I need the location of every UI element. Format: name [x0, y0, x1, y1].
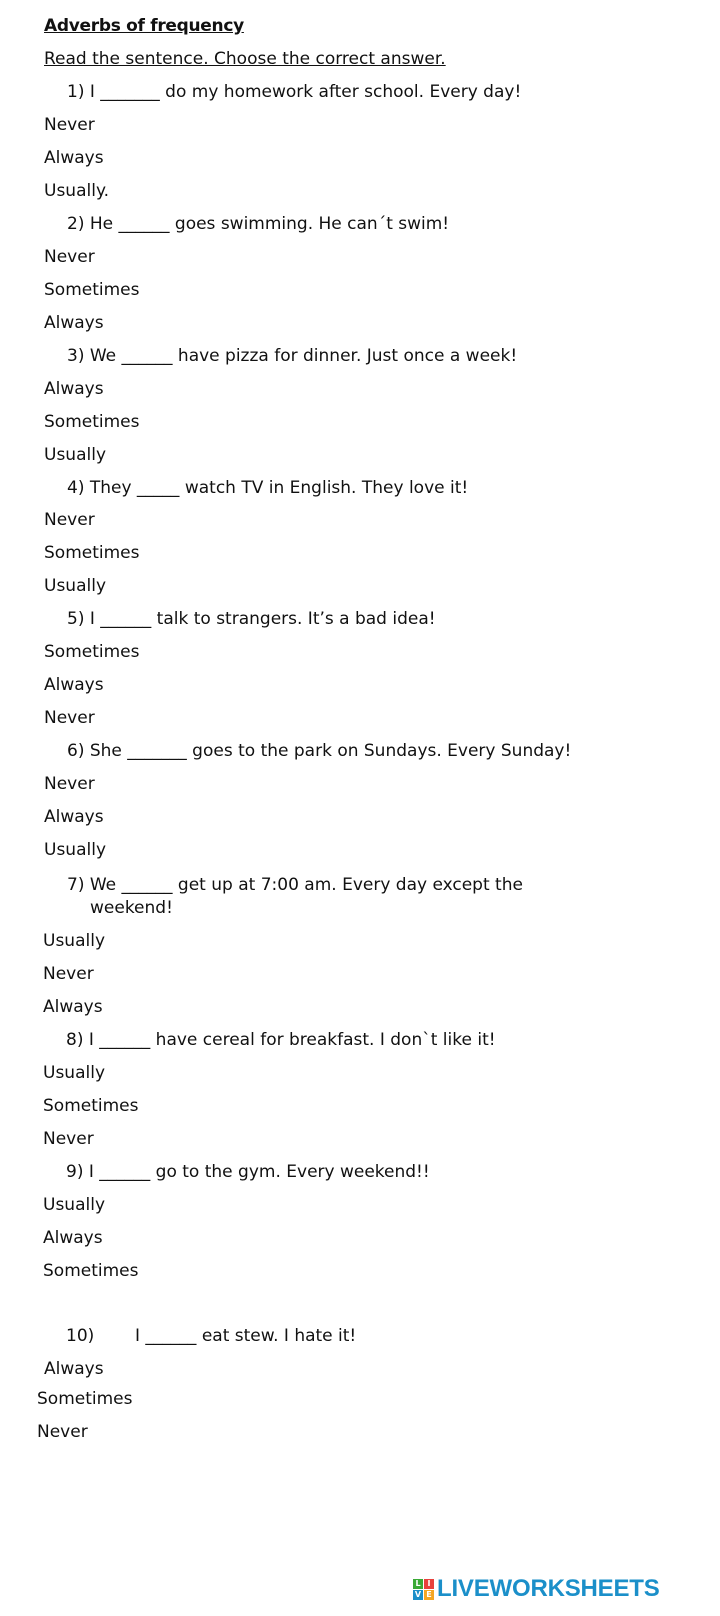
question-1-option-2[interactable]: Always	[44, 148, 104, 168]
question-10-number: 10)	[66, 1326, 95, 1346]
question-10-option-1[interactable]: Always	[44, 1359, 104, 1379]
question-9-option-2[interactable]: Always	[43, 1228, 103, 1248]
question-5-option-3[interactable]: Never	[44, 708, 95, 728]
question-3-option-2[interactable]: Sometimes	[44, 412, 140, 432]
question-8-option-3[interactable]: Never	[43, 1129, 94, 1149]
question-6-option-3[interactable]: Usually	[44, 840, 106, 860]
question-4-option-2[interactable]: Sometimes	[44, 543, 140, 563]
question-4-option-1[interactable]: Never	[44, 510, 95, 530]
logo-mark-letter-i: I	[424, 1579, 434, 1589]
question-7-prompt-continuation: weekend!	[90, 898, 173, 918]
worksheet-title: Adverbs of frequency	[44, 16, 244, 36]
liveworksheets-logo	[413, 1574, 660, 1604]
liveworksheets-logo-icon	[413, 1579, 434, 1600]
question-2-option-1[interactable]: Never	[44, 247, 95, 267]
question-3-option-1[interactable]: Always	[44, 379, 104, 399]
question-7-option-3[interactable]: Always	[43, 997, 103, 1017]
question-2-prompt: 2) He ______ goes swimming. He can´t swim!	[67, 214, 450, 234]
question-5-option-2[interactable]: Always	[44, 675, 104, 695]
question-4-option-3[interactable]: Usually	[44, 576, 106, 596]
question-5-prompt: 5) I ______ talk to strangers. It’s a bad idea!	[67, 609, 436, 629]
question-7-prompt: 7) We ______ get up at 7:00 am. Every day except the	[67, 875, 523, 895]
logo-mark-letter-l: L	[413, 1579, 423, 1589]
question-3-prompt: 3) We ______ have pizza for dinner. Just once a week!	[67, 346, 518, 366]
question-10-prompt: I ______ eat stew. I hate it!	[135, 1326, 357, 1346]
question-2-option-2[interactable]: Sometimes	[44, 280, 140, 300]
question-1-prompt: 1) I _______ do my homework after school. Every day!	[67, 82, 522, 102]
question-8-option-2[interactable]: Sometimes	[43, 1096, 139, 1116]
question-7-option-2[interactable]: Never	[43, 964, 94, 984]
logo-mark-letter-v: V	[414, 1589, 422, 1599]
instructions: Read the sentence. Choose the correct answer.	[44, 49, 446, 69]
question-4-prompt: 4) They _____ watch TV in English. They love it!	[67, 478, 469, 498]
question-6-option-2[interactable]: Always	[44, 807, 104, 827]
question-1-option-1[interactable]: Never	[44, 115, 95, 135]
question-6-prompt: 6) She _______ goes to the park on Sundays. Every Sunday!	[67, 741, 572, 761]
question-5-option-1[interactable]: Sometimes	[44, 642, 140, 662]
question-8-option-1[interactable]: Usually	[43, 1063, 105, 1083]
logo-mark-letter-e: E	[424, 1590, 434, 1600]
question-7-option-1[interactable]: Usually	[43, 931, 105, 951]
question-8-prompt: 8) I ______ have cereal for breakfast. I don`t like it!	[66, 1030, 496, 1050]
question-6-option-1[interactable]: Never	[44, 774, 95, 794]
question-9-prompt: 9) I ______ go to the gym. Every weekend!!	[66, 1162, 430, 1182]
question-10-option-2[interactable]: Sometimes	[37, 1389, 133, 1409]
liveworksheets-logo-text: LIVEWORKSHEETS	[437, 1575, 660, 1602]
question-3-option-3[interactable]: Usually	[44, 445, 106, 465]
question-2-option-3[interactable]: Always	[44, 313, 104, 333]
question-9-option-1[interactable]: Usually	[43, 1195, 105, 1215]
question-9-option-3[interactable]: Sometimes	[43, 1261, 139, 1281]
question-10-option-3[interactable]: Never	[37, 1422, 88, 1442]
question-1-option-3[interactable]: Usually.	[44, 181, 109, 201]
